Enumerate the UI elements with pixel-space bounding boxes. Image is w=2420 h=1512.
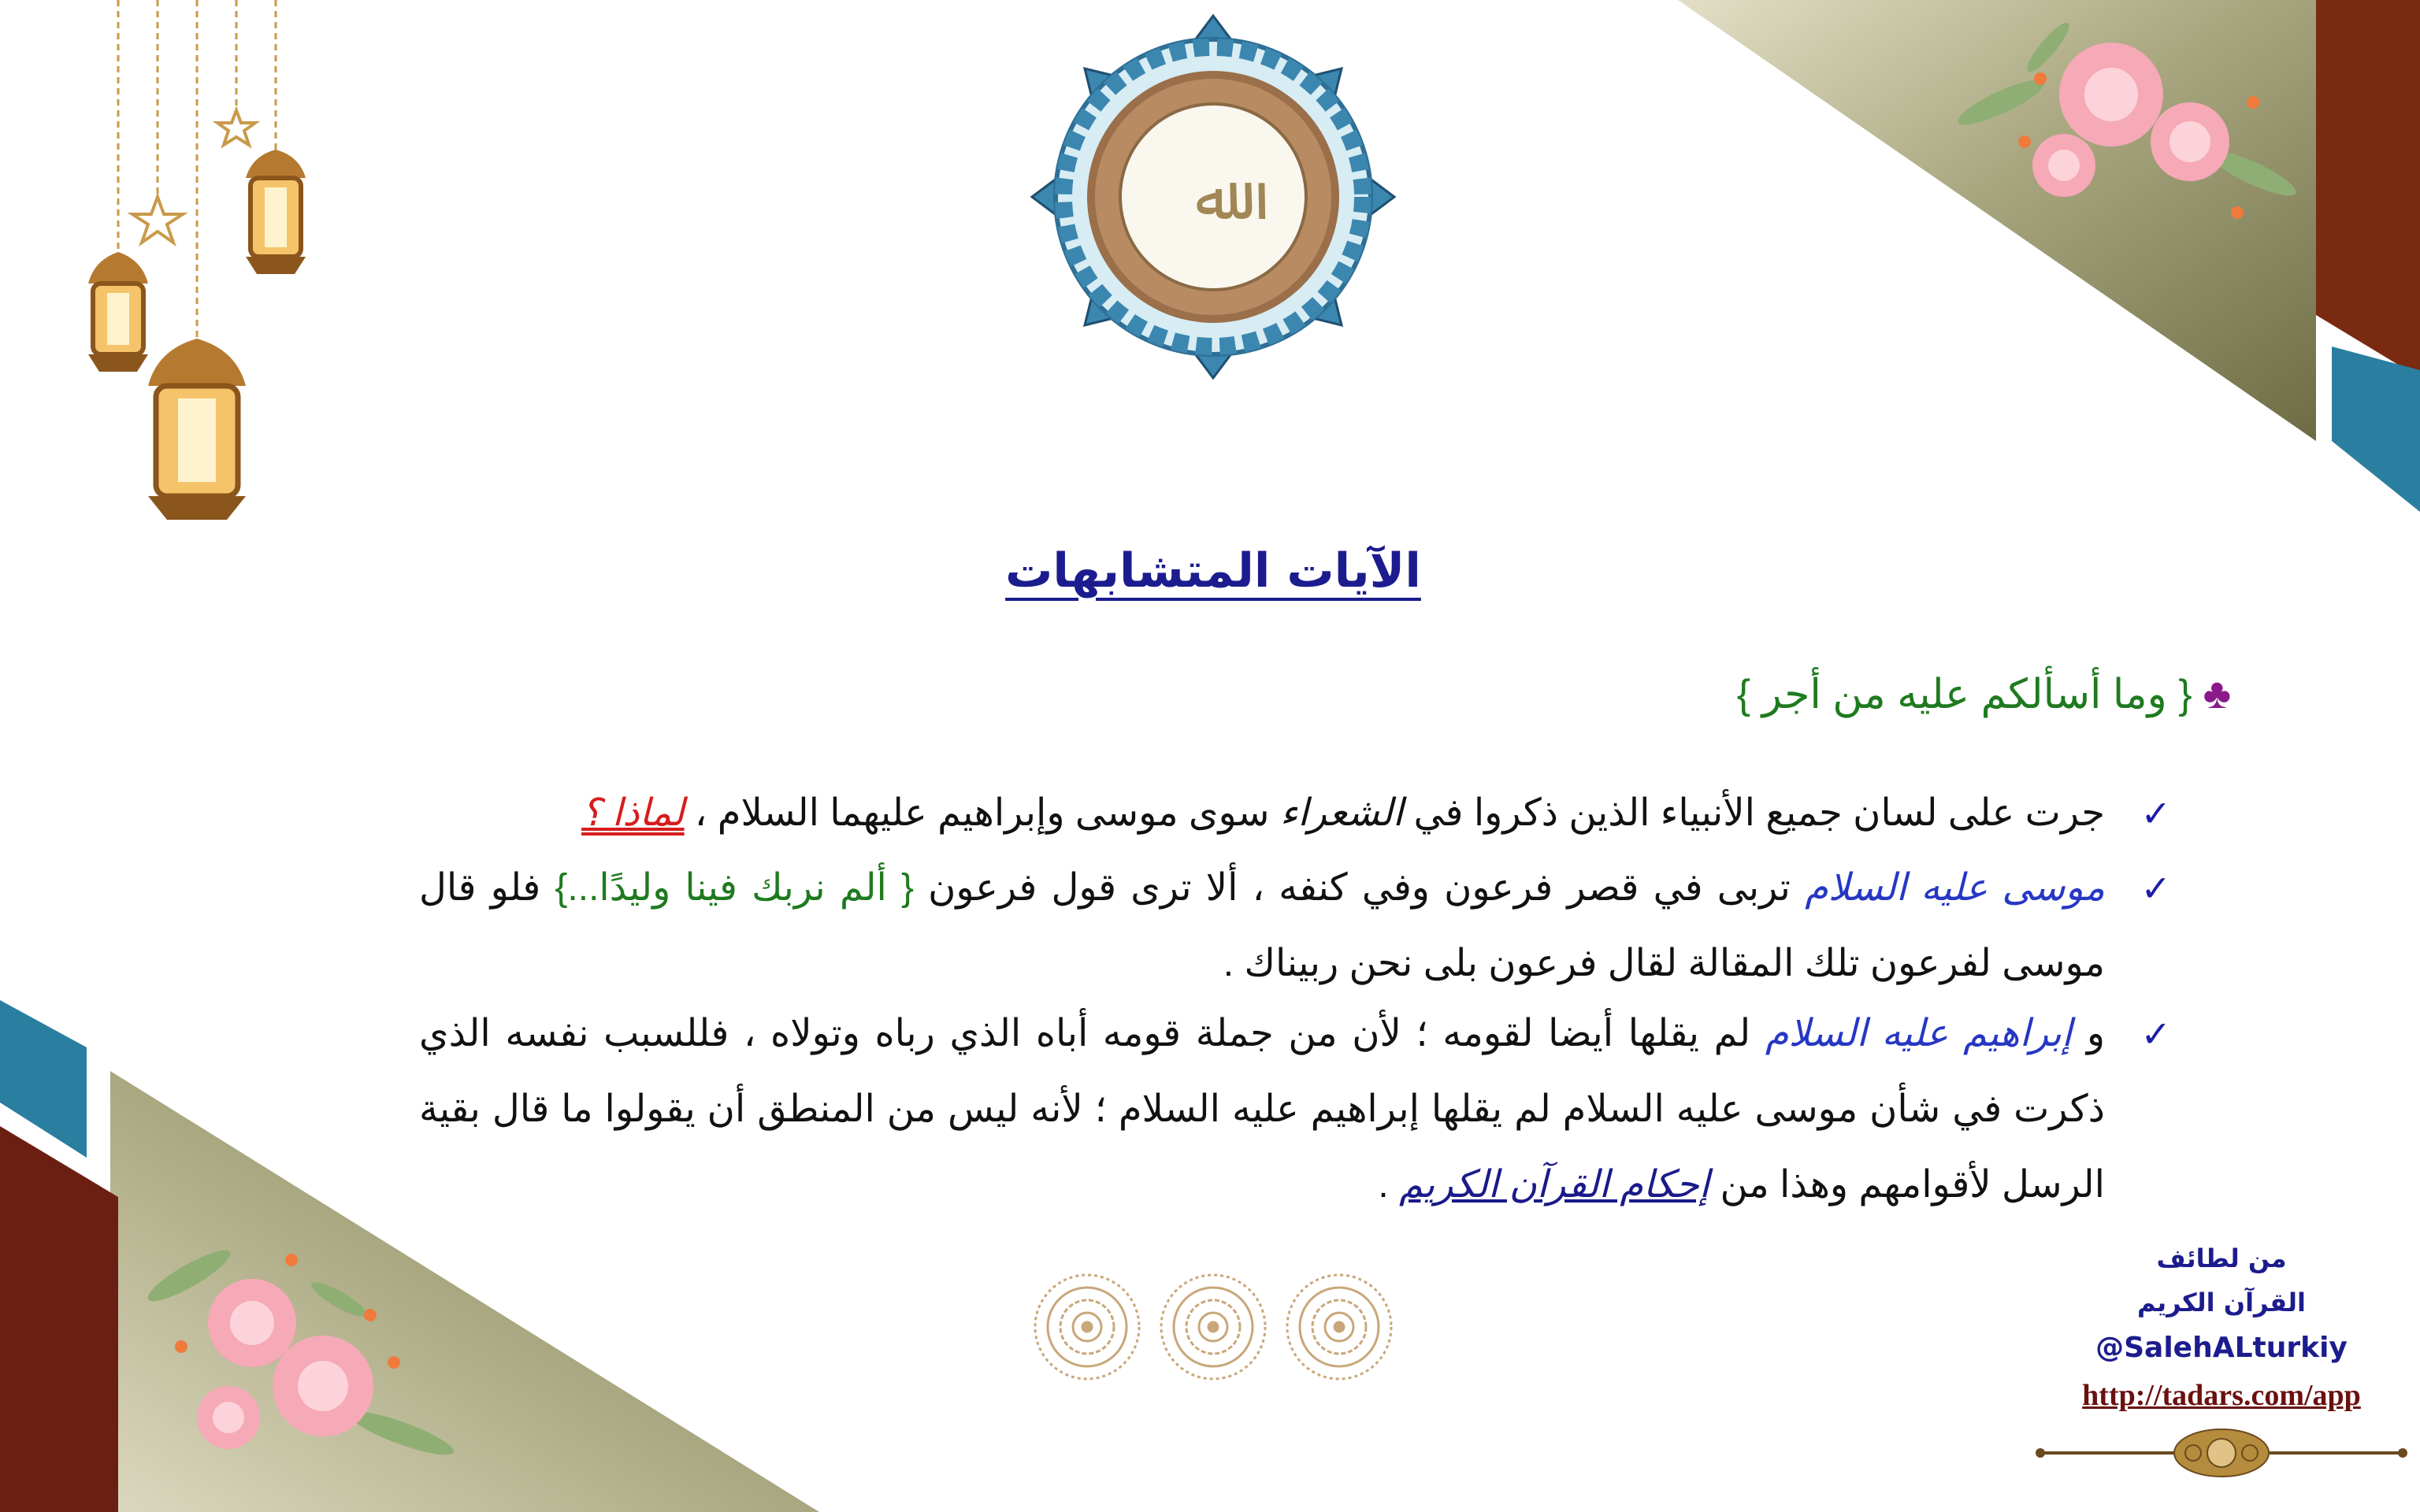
flower-bouquet-icon: [134, 1228, 473, 1496]
highlight-text: إحكام القرآن الكريم: [1399, 1164, 1710, 1206]
ayah-line: [1737, 669, 2231, 718]
ornamental-divider-icon: [2032, 1418, 2411, 1488]
bullet-text: فلو قال موسى لفرعون تلك المقالة لقال فرعون بلى نحن ربيناك .: [419, 867, 2105, 984]
credits-line: القرآن الكريم: [2137, 1288, 2306, 1317]
bullet-item: [419, 776, 2171, 851]
credits: [2048, 1236, 2395, 1419]
prophet-name: موسى عليه السلام: [1805, 867, 2105, 909]
lantern-small: [88, 252, 148, 372]
bullet-text: سوى موسى وإبراهيم عليهما السلام ،: [684, 792, 1280, 834]
club-icon: ♣: [2203, 670, 2231, 717]
hanging-lanterns-icon: [71, 0, 323, 536]
check-icon: ✓: [2140, 793, 2171, 834]
credits-line: من لطائف: [2156, 1243, 2287, 1273]
credits-handle: @SalehALturkiy: [2095, 1332, 2348, 1364]
bullet-item: [419, 996, 2171, 1223]
bullet-text: .: [1378, 1164, 1400, 1206]
flower-bouquet-icon: [1954, 8, 2308, 244]
quran-calligraphy-medallion-icon: [1024, 8, 1402, 386]
mandala-icon: [1161, 1275, 1265, 1379]
check-icon: ✓: [2140, 868, 2171, 909]
svg-text:ﷲ: ﷲ: [1195, 163, 1231, 234]
ayah-text: { وما أسألكم عليه من أجر }: [1736, 672, 2192, 717]
bullet-item: [419, 850, 2171, 1002]
quote-text: { ألم نربك فينا وليدًا...}: [555, 867, 915, 909]
prophet-name: إبراهيم عليه السلام: [1765, 1013, 2073, 1054]
bullet-text: تربى في قصر فرعون وفي كنفه ، ألا ترى قول فرعون: [914, 867, 1806, 909]
bullet-text: جرت على لسان جميع الأنبياء الذين ذكروا في: [1403, 792, 2105, 834]
mandala-icon: [1287, 1275, 1391, 1379]
mandala-row: [1024, 1268, 1402, 1386]
page-title: الآيات المتشابهات: [1005, 543, 1421, 598]
mandala-icon: [1035, 1275, 1139, 1379]
check-icon: ✓: [2140, 1014, 2171, 1054]
question-text: لماذا ؟: [581, 792, 685, 834]
bullet-text: و: [2072, 1013, 2106, 1054]
bullet-text: لم يقلها أيضا لقومه ؛ لأن من جملة قومه أباه الذي رباه وتولاه ، فللسبب نفسه الذي ذكرت في شأن موسى عليه السلام لم يقلها إبراهيم عليه السلام ؛ لأنه ليس من المنطق أن يقولوا ما قال بقية الرسل لأقوامهم وهذا من: [419, 1013, 2106, 1206]
surah-name: الشعراء: [1279, 792, 1404, 834]
credits-url[interactable]: http://tadars.com/app: [2082, 1379, 2361, 1412]
